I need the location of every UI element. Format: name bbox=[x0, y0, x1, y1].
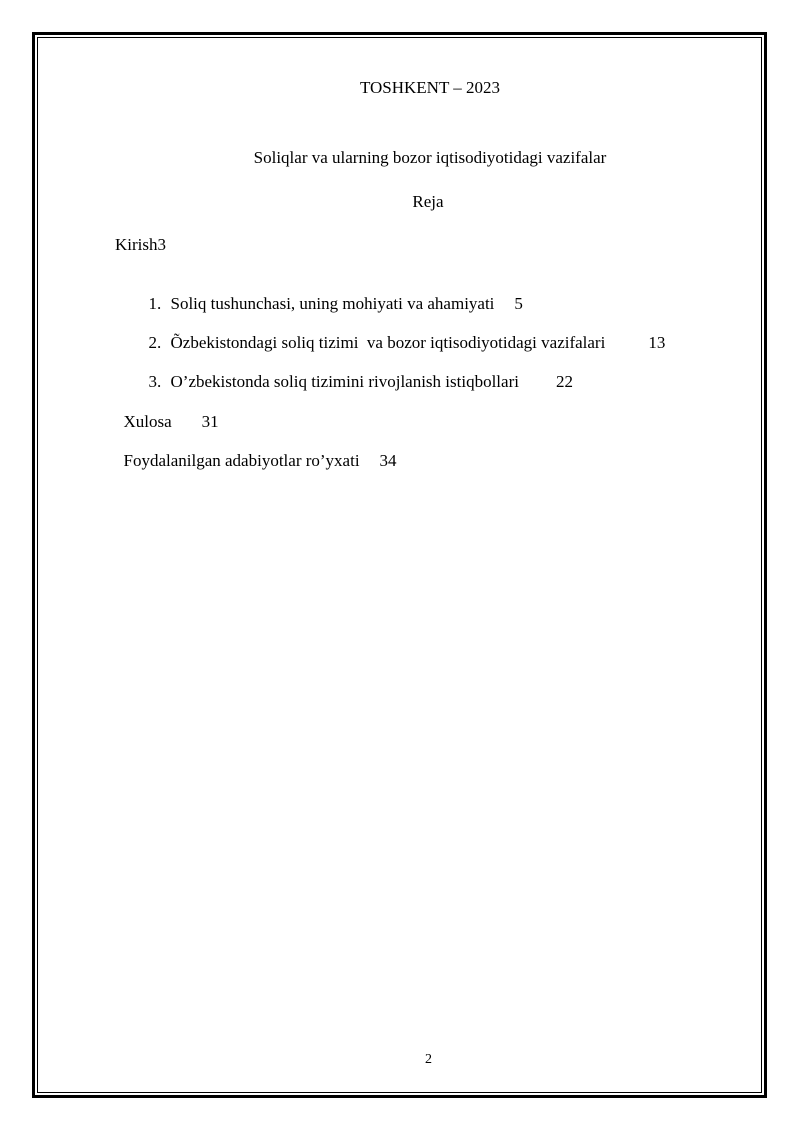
toc-conclusion-page: 31 bbox=[201, 412, 219, 431]
toc-item-number: 1. bbox=[148, 294, 162, 313]
toc-item-number: 2. bbox=[148, 333, 162, 352]
toc-item-3 bbox=[140, 352, 573, 392]
toc-item-label: O’zbekistonda soliq tizimini rivojlanish istiqbollari bbox=[170, 372, 519, 391]
toc-intro: Kirish3 bbox=[115, 235, 166, 254]
plan-heading: Reja bbox=[412, 192, 444, 211]
toc-item-page: 22 bbox=[555, 372, 573, 391]
page-number: 2 bbox=[425, 1052, 432, 1067]
toc-conclusion bbox=[115, 392, 219, 432]
toc-references bbox=[115, 431, 397, 471]
toc-item-page: 13 bbox=[648, 333, 666, 352]
toc-conclusion-label: Xulosa bbox=[123, 412, 172, 431]
document-title: Soliqlar va ularning bozor iqtisodiyotidagi vazifalar bbox=[253, 148, 607, 167]
toc-references-label: Foydalanilgan adabiyotlar ro’yxati bbox=[123, 451, 360, 470]
toc-item-1 bbox=[140, 274, 523, 314]
toc-item-label: Õzbekistondagi soliq tizimi va bozor iqtisodiyotidagi vazifalari bbox=[170, 333, 606, 352]
toc-item-page: 5 bbox=[514, 294, 523, 313]
toc-item-number: 3. bbox=[148, 372, 162, 391]
toc-item-label: Soliq tushunchasi, uning mohiyati va ahamiyati bbox=[170, 294, 495, 313]
city-year-header: TOSHKENT – 2023 bbox=[359, 78, 501, 97]
toc-item-2 bbox=[140, 313, 665, 353]
toc-references-page: 34 bbox=[379, 451, 397, 470]
